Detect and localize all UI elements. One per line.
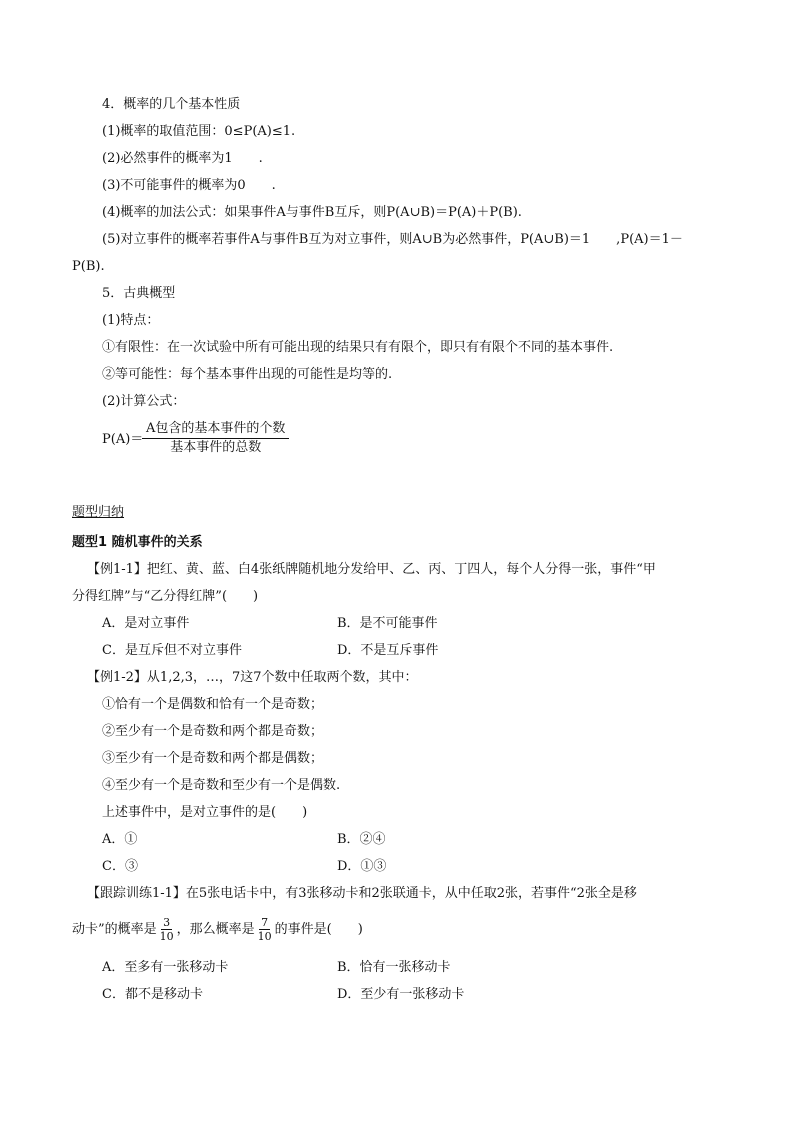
example-1-1-option-d: D．不是互斥事件	[337, 643, 439, 658]
example-1-2-option-a: A．①	[102, 832, 138, 847]
fraction-2-denominator: 10	[257, 930, 272, 943]
fraction-1-numerator: 3	[163, 916, 171, 929]
example-1-2-item1: ①恰有一个是偶数和恰有一个是奇数；	[102, 697, 324, 712]
example-1-2-option-d: D．①③	[337, 859, 387, 874]
fraction-2-numerator: 7	[261, 916, 269, 929]
example-1-1-option-c: C．是互斥但不对立事件	[102, 643, 242, 658]
classical-probability-formula	[142, 420, 289, 457]
property-addition-formula: (4)概率的加法公式：如果事件A与事件B互斥，则P(A∪B)＝P(A)＋P(B).	[102, 205, 522, 220]
formula-denominator: 基本事件的总数	[170, 440, 262, 455]
fraction-1-denominator: 10	[159, 930, 174, 943]
training-1-1-option-a: A．至多有一张移动卡	[102, 960, 229, 975]
example-1-1-option-a: A．是对立事件	[102, 616, 190, 631]
example-1-2-option-c: C．③	[102, 859, 138, 874]
features-label: (1)特点：	[102, 313, 160, 328]
example-1-1-option-b: B．是不可能事件	[337, 616, 438, 631]
property-complement-line2: P(B).	[72, 259, 105, 274]
fraction-seven-tenths	[256, 916, 274, 943]
type1-title: 题型1 随机事件的关系	[72, 535, 203, 550]
training-1-1-text-c: 的事件是( )	[274, 922, 363, 937]
fraction-three-tenths	[158, 916, 176, 943]
example-1-2-option-b: B．②④	[337, 832, 386, 847]
section-5-heading: 5．古典概型	[102, 286, 176, 301]
example-1-1-line2: 分得红牌”与“乙分得红牌”( )	[72, 589, 259, 604]
example-1-2-item4: ④至少有一个是奇数和至少有一个是偶数.	[102, 778, 341, 793]
example-1-2-question: 上述事件中，是对立事件的是( )	[102, 805, 308, 820]
feature-finiteness: ①有限性：在一次试验中所有可能出现的结果只有有限个，即只有有限个不同的基本事件.	[102, 340, 614, 355]
training-1-1-text-a: 动卡”的概率是	[72, 922, 157, 937]
property-certain-event: (2)必然事件的概率为1 .	[102, 151, 263, 166]
example-1-2-line1: 【例1-2】从1,2,3，…，7这7个数中任取两个数，其中：	[87, 670, 418, 685]
training-1-1-option-b: B．恰有一张移动卡	[337, 960, 451, 975]
formula-lhs: P(A)＝	[102, 432, 144, 447]
property-impossible-event: (3)不可能事件的概率为0 .	[102, 178, 276, 193]
formula-label: (2)计算公式：	[102, 394, 186, 409]
section-4-heading: 4．概率的几个基本性质	[102, 97, 241, 112]
feature-equal-likelihood: ②等可能性：每个基本事件出现的可能性是均等的.	[102, 367, 393, 382]
training-1-1-line1: 【跟踪训练1-1】在5张电话卡中，有3张移动卡和2张联通卡，从中任取2张，若事件“2张全是移	[87, 886, 637, 901]
example-1-2-item2: ②至少有一个是奇数和两个都是奇数；	[102, 724, 324, 739]
property-complement-line1: (5)对立事件的概率若事件A与事件B互为对立事件，则A∪B为必然事件，P(A∪B)＝1 ,P(A)＝1－	[102, 232, 683, 247]
summary-title: 题型归纳	[72, 505, 125, 520]
example-1-2-item3: ③至少有一个是奇数和两个都是偶数；	[102, 751, 324, 766]
training-1-1-option-c: C．都不是移动卡	[102, 987, 203, 1002]
training-1-1-option-d: D．至少有一张移动卡	[337, 987, 465, 1002]
formula-numerator: A包含的基本事件的个数	[142, 420, 289, 439]
training-1-1-text-b: ，那么概率是	[176, 922, 255, 937]
example-1-1-line1: 【例1-1】把红、黄、蓝、白4张纸牌随机地分发给甲、乙、丙、丁四人，每个人分得一张，事件“甲	[87, 562, 656, 577]
property-range: (1)概率的取值范围：0≤P(A)≤1.	[102, 124, 296, 139]
training-1-1-line2	[72, 916, 363, 944]
